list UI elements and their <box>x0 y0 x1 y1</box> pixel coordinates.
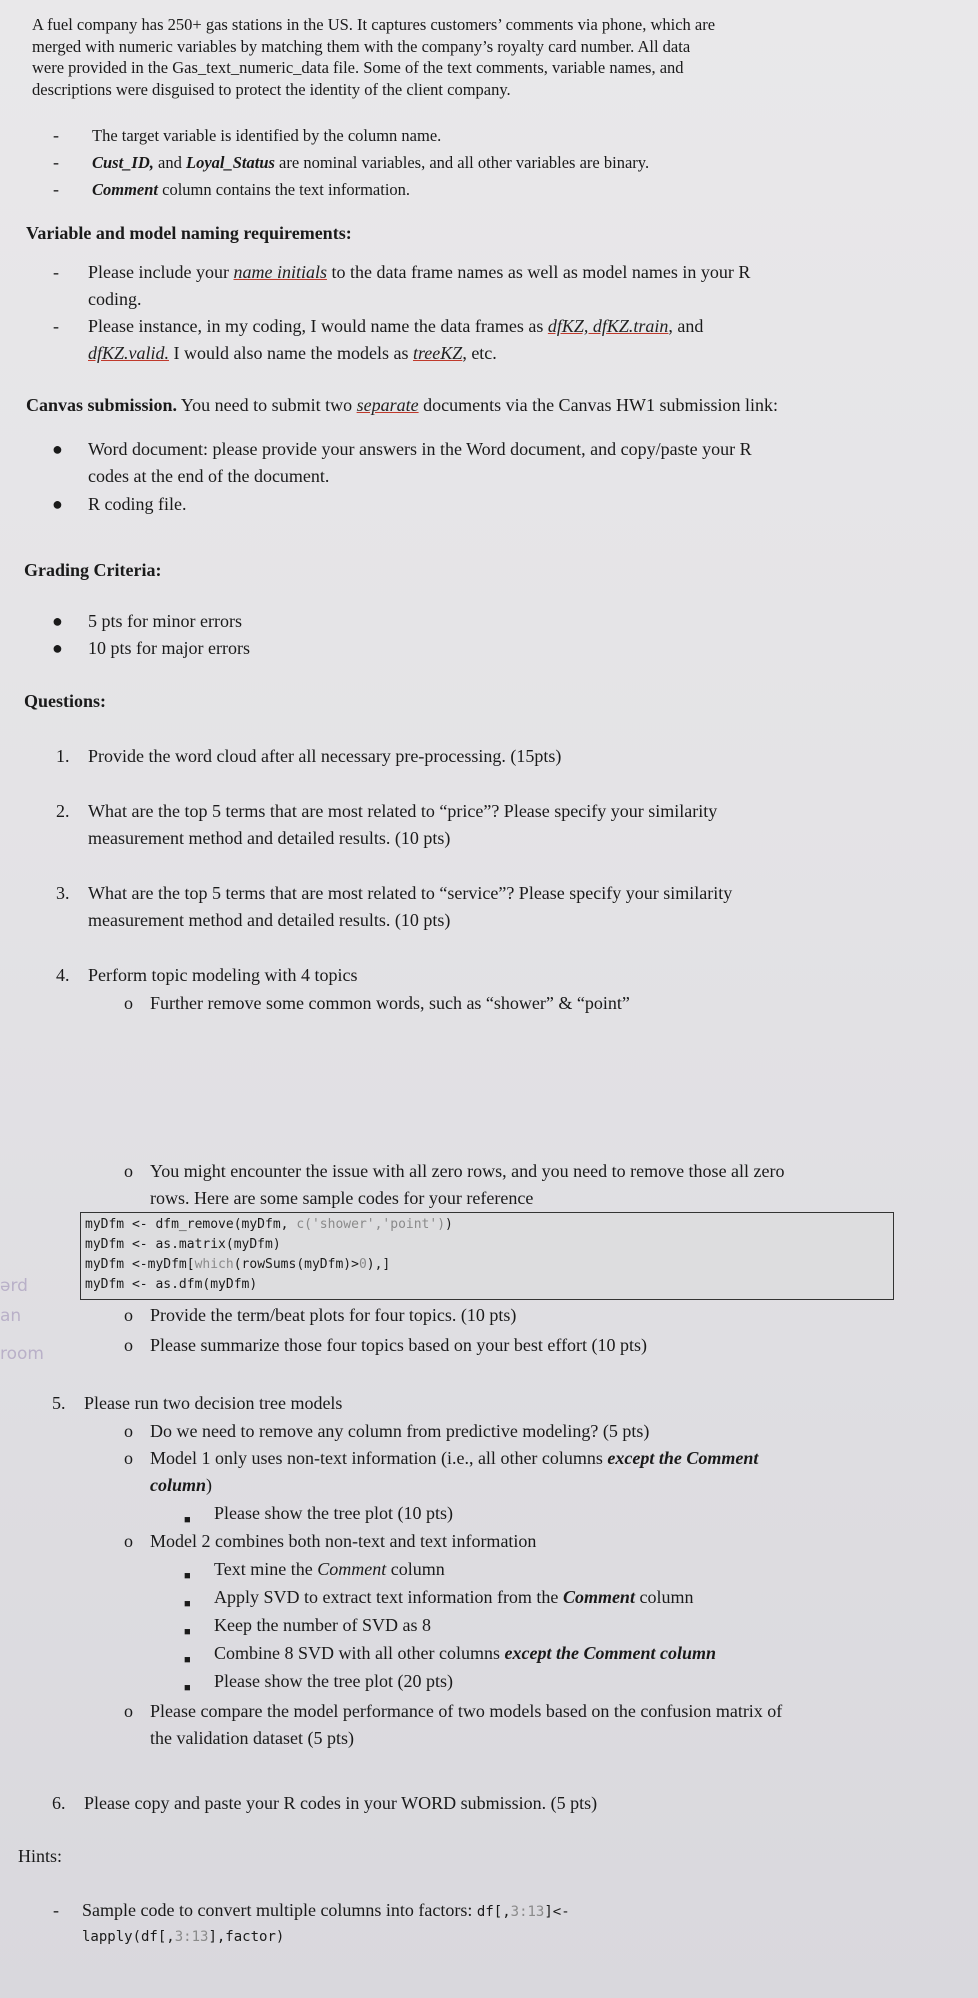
bullet-marker: ● <box>52 638 63 658</box>
hint-factor-code: Sample code to convert multiple columns into factors: df[,3:13]<- <box>82 1900 570 1920</box>
q5-model-2-tree-plot: Please show the tree plot (20 pts) <box>214 1671 453 1691</box>
margin-note-2: an <box>0 1306 22 1326</box>
o-bullet-marker: o <box>124 1701 133 1721</box>
df-names-example: dfKZ, dfKZ.train <box>547 316 669 336</box>
square-marker: ■ <box>184 1570 191 1582</box>
q5-sub-model-1: Model 1 only uses non-text information (i.e., all other columns except the Comment <box>150 1448 759 1468</box>
sample-code-box <box>80 1212 894 1300</box>
square-marker: ■ <box>184 1626 191 1638</box>
questions-heading: Questions: <box>24 691 107 711</box>
canvas-item-r: R coding file. <box>88 494 187 514</box>
code-line-4: myDfm <- as.dfm(myDfm) <box>85 1277 258 1292</box>
q5-sub-model-2: Model 2 combines both non-text and text information <box>150 1531 537 1551</box>
intro-line: merged with numeric variables by matching them with the company’s royalty card number. All data <box>32 36 691 56</box>
q1-text: Provide the word cloud after all necessary pre-processing. (15pts) <box>88 746 562 766</box>
q5-model-2-combine: Combine 8 SVD with all other columns except the Comment column <box>214 1643 716 1663</box>
data-note-target: The target variable is identified by the column name. <box>92 126 442 145</box>
q5-model-2-svd: Apply SVD to extract text information from the Comment column <box>214 1587 694 1607</box>
dash-marker: - <box>53 262 59 282</box>
data-note-nominal: Cust_ID, and Loyal_Status are nominal variables, and all other variables are binary. <box>92 153 650 172</box>
dash-marker: - <box>53 1900 59 1920</box>
grading-major: 10 pts for major errors <box>88 638 250 658</box>
o-bullet-marker: o <box>124 1421 133 1441</box>
q5-number: 5. <box>52 1393 66 1413</box>
intro-paragraph <box>32 14 912 100</box>
code-line-2: myDfm <- as.matrix(myDfm) <box>85 1237 281 1252</box>
o-bullet-marker: o <box>124 1531 133 1551</box>
q4-sub-summarize: Please summarize those four topics based on your best effort (10 pts) <box>150 1335 648 1355</box>
grading-minor: 5 pts for minor errors <box>88 611 242 631</box>
q4-sub-zero-rows: You might encounter the issue with all zero rows, and you need to remove those all zero <box>150 1161 785 1181</box>
name-initials-emphasis: name initials <box>233 262 327 282</box>
intro-line: A fuel company has 250+ gas stations in the US. It captures customers’ comments via phone, which are <box>32 15 716 34</box>
dash-marker: - <box>53 316 59 336</box>
naming-item-1-cont: coding. <box>88 289 142 309</box>
o-bullet-marker: o <box>124 993 133 1013</box>
df-valid-example: dfKZ.valid. <box>88 343 170 363</box>
intro-line: descriptions were disguised to protect the identity of the client company. <box>32 79 511 99</box>
grading-heading: Grading Criteria: <box>24 560 162 580</box>
canvas-item-word-cont: codes at the end of the document. <box>88 466 330 486</box>
q5-sub-model-1-cont: column) <box>150 1475 213 1495</box>
intro-line: were provided in the Gas_text_numeric_data file. Some of the text comments, variable names, and <box>32 58 684 77</box>
q3-number: 3. <box>56 883 70 903</box>
canvas-item-word: Word document: please provide your answers in the Word document, and copy/paste your R <box>88 439 752 459</box>
canvas-heading: Canvas submission. You need to submit two separate documents via the Canvas HW1 submission link: <box>26 395 779 415</box>
q1-number: 1. <box>56 746 70 766</box>
bullet-marker: ● <box>52 611 63 631</box>
q5-model-1-tree-plot: Please show the tree plot (10 pts) <box>214 1503 453 1523</box>
q4-text: Perform topic modeling with 4 topics <box>88 965 358 985</box>
square-marker: ■ <box>184 1598 191 1610</box>
naming-item-2-cont: dfKZ.valid. I would also name the models as treeKZ, etc. <box>88 343 497 363</box>
q5-sub-remove-column: Do we need to remove any column from predictive modeling? (5 pts) <box>150 1421 650 1441</box>
q5-sub-compare: Please compare the model performance of two models based on the confusion matrix of <box>150 1701 783 1721</box>
q3-text-cont: measurement method and detailed results. (10 pts) <box>88 910 451 930</box>
q2-text-cont: measurement method and detailed results. (10 pts) <box>88 828 451 848</box>
q4-sub-zero-rows-cont: rows. Here are some sample codes for your reference <box>150 1188 534 1208</box>
square-marker: ■ <box>184 1654 191 1666</box>
data-note-comment: Comment column contains the text information. <box>92 180 411 199</box>
tree-name-example: treeKZ <box>412 343 463 363</box>
cust-id-term: Cust_ID, <box>92 153 154 172</box>
dash-marker: - <box>53 179 59 199</box>
q4-sub-remove-words: Further remove some common words, such as “shower” & “point” <box>150 993 630 1013</box>
q5-model-2-svd-count: Keep the number of SVD as 8 <box>214 1615 431 1635</box>
q3-text: What are the top 5 terms that are most related to “service”? Please specify your similarity <box>88 883 733 903</box>
naming-item-2: Please instance, in my coding, I would name the data frames as dfKZ, dfKZ.train, and <box>88 316 704 336</box>
q2-text: What are the top 5 terms that are most related to “price”? Please specify your similarity <box>88 801 718 821</box>
q4-number: 4. <box>56 965 70 985</box>
q2-number: 2. <box>56 801 70 821</box>
dash-marker: - <box>53 152 59 172</box>
margin-note-3: room <box>0 1344 44 1364</box>
hints-heading: Hints: <box>18 1846 63 1866</box>
loyal-status-term: Loyal_Status <box>185 153 275 172</box>
o-bullet-marker: o <box>124 1161 133 1181</box>
square-marker: ■ <box>184 1514 191 1526</box>
q4-sub-term-plots: Provide the term/beat plots for four topics. (10 pts) <box>150 1305 517 1325</box>
o-bullet-marker: o <box>124 1335 133 1355</box>
dash-marker: - <box>53 125 59 145</box>
hint-factor-code-cont: lapply(df[,3:13],factor) <box>82 1929 285 1945</box>
bullet-marker: ● <box>52 439 63 459</box>
square-marker: ■ <box>184 1682 191 1694</box>
q6-number: 6. <box>52 1793 66 1813</box>
q5-sub-compare-cont: the validation dataset (5 pts) <box>150 1728 354 1748</box>
q6-text: Please copy and paste your R codes in your WORD submission. (5 pts) <box>84 1793 598 1813</box>
o-bullet-marker: o <box>124 1305 133 1325</box>
naming-heading: Variable and model naming requirements: <box>26 223 352 243</box>
margin-note-1: ərd <box>0 1276 28 1296</box>
code-line-1: myDfm <- dfm_remove(myDfm, c('shower','point')) <box>85 1217 453 1232</box>
naming-item-1: Please include your name initials to the data frame names as well as model names in your R <box>88 262 751 282</box>
bullet-marker: ● <box>52 494 63 514</box>
o-bullet-marker: o <box>124 1448 133 1468</box>
q5-model-2-text-mine: Text mine the Comment column <box>214 1559 445 1579</box>
code-line-3: myDfm <-myDfm[which(rowSums(myDfm)>0),] <box>85 1257 391 1272</box>
q5-text: Please run two decision tree models <box>84 1393 343 1413</box>
